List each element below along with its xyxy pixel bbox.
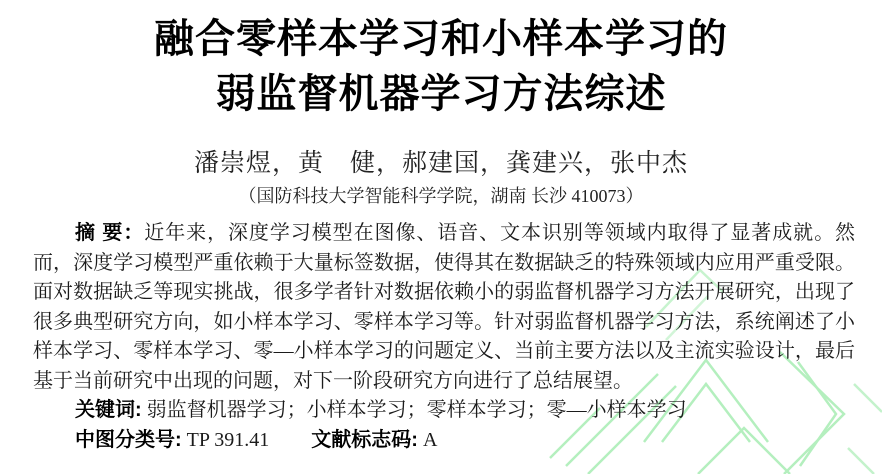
keywords-label: 关键词: [75, 399, 142, 421]
clc-label: 中图分类号: [75, 428, 182, 451]
abstract-paragraph [33, 219, 855, 396]
abstract-text: 近年来，深度学习模型在图像、语音、文本识别等领域内取得了显著成就。然而，深度学习模型严重依赖于大量标签数据，使得其在数据缺乏的特殊领域内应用严重受限。面对数据缺乏等现实挑战，很多学者针对数据依赖小的弱监督机器学习方法开展研究，出现了很多典型研究方向，如小样本学习、零样本学习等。针对弱监督机器学习方法，系统阐述了小样本学习、零样本学习、零—小样本学习的问题定义、当前主要方法以及主流实验设计，最后基于当前研究中出现的问题，对下一阶段研究方向进行了总结展望。 [33, 222, 855, 392]
paper-title-line1: 融合零样本学习和小样本学习的 [154, 17, 728, 61]
classification-line [33, 426, 855, 456]
paper-title-line2: 弱监督机器学习方法综述 [215, 72, 667, 116]
doc-code-label: 文献标志码: [311, 428, 418, 451]
keywords-line [33, 396, 855, 426]
paper-title [20, 12, 862, 122]
doc-code-value: A [422, 428, 438, 451]
keywords-text: 弱监督机器学习；小样本学习；零样本学习；零—小样本学习 [146, 399, 687, 421]
clc-value: TP 391.41 [186, 428, 270, 451]
authors-line: 潘崇煜，黄 健，郝建国，龚建兴，张中杰 [193, 150, 688, 177]
abstract-label: 摘 要： [75, 222, 145, 244]
affiliation-line: （国防科技大学智能科学学院，湖南 长沙 410073） [238, 186, 644, 206]
